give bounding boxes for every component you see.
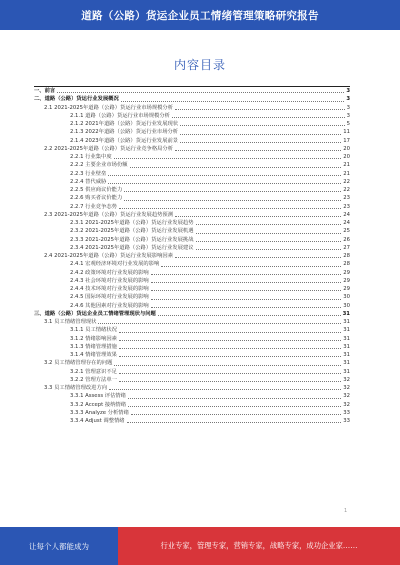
toc-dot-leader [119,332,341,333]
toc-entry-label: 2.3.3 2021-2025年道路（公路）货运行业发展挑战 [70,236,194,243]
toc-entry-label: 2.2.5 供应商议价能力 [70,187,123,193]
toc-entry-page: 32 [343,385,350,391]
toc-entry[interactable] [34,120,350,128]
toc-entry[interactable] [34,137,350,145]
toc-dot-leader [108,175,341,176]
toc-entry-page: 21 [343,162,350,169]
toc-entry[interactable] [34,310,350,318]
toc-entry[interactable] [34,401,350,409]
toc-entry-label: 3.3.1 Assess 评估情绪 [70,393,126,400]
toc-entry-label: 3.2.1 管理意识不足 [70,368,117,375]
toc-entry[interactable] [34,186,350,194]
toc-entry-label: 3.3 员工情绪管理改进方向 [44,385,108,391]
toc-entry[interactable] [34,145,350,153]
document-header-bar [0,0,400,30]
toc-dot-leader [196,241,342,242]
toc-entry[interactable] [34,285,350,293]
toc-entry-label: 二、道路（公路）货运行业发展概况 [34,96,119,103]
footer-left-text: 让每个人都能成为 [29,541,89,551]
toc-entry-page: 20 [343,154,350,160]
footer-right-text: 行业专家，管理专家，营销专家，战略专家，成功企业家…… [160,541,358,550]
toc-dot-leader [196,224,342,225]
toc-dot-leader [180,142,341,143]
toc-entry-page: 17 [343,137,350,144]
toc-dot-leader [151,307,342,308]
toc-entry[interactable] [34,318,350,326]
document-title: 道路（公路）货运企业员工情绪管理策略研究报告 [81,9,319,22]
toc-entry-page: 3 [346,96,350,103]
toc-entry[interactable] [34,211,350,219]
toc-entry-label: 2.2 2021-2025年道路（公路）货运行业竞争格局分析 [44,145,174,152]
toc-entry-page: 28 [343,261,350,268]
toc-dot-leader [180,134,341,135]
toc-entry[interactable] [34,302,350,310]
toc-entry-label: 3.1.3 情绪管理措施 [70,343,117,350]
toc-dot-leader [175,216,341,217]
toc-entry[interactable] [34,219,350,227]
toc-entry-page: 26 [343,236,350,243]
toc-dot-leader [175,109,345,110]
toc-entry-page: 3 [346,104,350,111]
toc-entry-label: 2.3.2 2021-2025年道路（公路）货运行业发展机遇 [70,228,194,235]
toc-entry[interactable] [34,112,350,120]
toc-entry-label: 3.1.1 员工情绪状况 [70,327,117,334]
toc-entry-label: 2.4.6 其他因素对行业发展的影响 [70,302,149,309]
toc-entry[interactable] [34,326,350,334]
toc-entry-page: 28 [343,253,350,259]
toc-dot-leader [127,422,342,423]
toc-dot-leader [172,117,345,118]
toc-entry[interactable] [34,95,350,103]
toc-entry-label: 3.2 员工情绪管理存在的问题 [44,360,113,367]
toc-entry[interactable] [34,236,350,244]
toc-entry-label: 2.4.1 宏观经济环境对行业发展的影响 [70,261,160,268]
toc-entry[interactable] [34,392,350,400]
toc-dot-leader [119,373,341,374]
toc-entry[interactable] [34,359,350,367]
toc-dot-leader [119,356,341,357]
toc-entry-page: 22 [343,178,350,185]
toc-entry[interactable] [34,351,350,359]
toc-dot-leader [121,101,345,102]
toc-entry-page: 32 [343,376,350,383]
toc-entry-page: 32 [343,401,350,408]
toc-entry-page: 23 [343,203,350,210]
toc-entry-label: 2.2.4 替代威胁 [70,178,107,185]
toc-dot-leader [124,200,341,201]
toc-entry-label: 2.4.2 政策环境对行业发展的影响 [70,269,149,276]
toc-dot-leader [130,167,342,168]
toc-dot-leader [57,92,344,93]
toc-entry-page: 25 [343,228,350,235]
toc-entry-label: 2.1.1 道路（公路）货运行业市场规模分析 [70,112,170,119]
toc-dot-leader [161,266,341,267]
toc-entry-page: 31 [343,352,350,358]
toc-dot-leader [158,315,341,316]
toc-dot-leader [119,348,341,349]
toc-entry[interactable] [34,417,350,425]
toc-entry-label: 三、道路（公路）货运企业员工情绪管理现状与问题 [34,310,156,317]
toc-entry-label: 2.3 2021-2025年道路（公路）货运行业发展趋势预测 [44,211,174,218]
toc-entry[interactable] [34,384,350,392]
toc-entry-label: 3.2.2 管理方法单一 [70,376,117,383]
toc-entry[interactable] [34,368,350,376]
toc-entry-label: 2.2.2 主要企业市场份额 [70,162,128,169]
toc-entry-page: 11 [343,129,350,136]
toc-dot-leader [119,340,341,341]
toc-entry[interactable] [34,194,350,202]
toc-entry-label: 3.1 员工情绪管理现状 [44,319,97,325]
toc-entry[interactable] [34,277,350,285]
toc-entry-page: 31 [342,310,350,317]
toc-entry-label: 2.2.1 行业集中度 [70,154,112,160]
toc-dot-leader [131,414,341,415]
toc-entry-label: 一、前言 [34,88,56,94]
toc-entry[interactable] [34,203,350,211]
toc-entry-page: 3 [346,88,350,94]
toc-entry-label: 3.1.4 情绪管理效果 [70,352,117,358]
toc-entry-page: 31 [343,360,350,367]
page-number: 1 [344,508,348,514]
toc-entry[interactable] [34,104,350,112]
toc-entry-page: 31 [343,319,350,325]
toc-entry-label: 2.4.3 社会环境对行业发展的影响 [70,277,149,284]
toc-entry[interactable] [34,227,350,235]
toc-dot-leader [128,406,341,407]
toc-dot-leader [196,233,342,234]
toc-entry-page: 31 [343,343,350,350]
toc-entry-label: 3.3.2 Accept 接纳情绪 [70,401,127,408]
toc-entry-label: 3.3.4 Adjust 调整情绪 [70,418,125,424]
toc-entry-page: 30 [343,302,350,309]
toc-entry-label: 2.1 2021-2025年道路（公路）货运行业市场规模分析 [44,104,174,111]
toc-entry-page: 22 [343,187,350,193]
toc-entry-page: 3 [346,112,350,119]
toc-entry-page: 27 [343,244,350,251]
toc-entry-label: 2.2.6 购买者议价能力 [70,195,123,202]
toc-entry-label: 2.3.1 2021-2025年道路（公路）货运行业发展趋势 [70,220,194,226]
toc-entry-page: 20 [343,145,350,152]
toc-entry[interactable] [34,170,350,178]
toc-dot-leader [114,158,342,159]
toc-entry-page: 30 [343,294,350,301]
toc-entry[interactable] [34,269,350,277]
toc-dot-leader [119,208,341,209]
toc-entry-page: 29 [343,286,350,292]
toc-entry[interactable] [34,335,350,343]
toc-dot-leader [119,381,341,382]
toc-dot-leader [180,125,345,126]
toc-dot-leader [98,323,341,324]
toc-entry-page: 31 [343,368,350,375]
footer-slogan-right [118,527,400,565]
toc-entry-page: 24 [343,211,350,218]
toc-entry[interactable] [34,376,350,384]
toc-entry-label: 2.4 2021-2025年道路（公路）货运行业发展影响因素 [44,253,174,259]
toc-entry-page: 33 [343,409,350,416]
toc-dot-leader [151,299,342,300]
toc-entry-label: 2.4.5 国际环境对行业发展的影响 [70,294,149,301]
toc-entry[interactable] [34,87,350,95]
toc-dot-leader [151,282,342,283]
toc-entry[interactable] [34,161,350,169]
toc-entry-label: 2.1.3 2022年道路（公路）货运行业市场分析 [70,129,179,136]
toc-dot-leader [175,150,341,151]
toc-dot-leader [196,249,342,250]
toc-dot-leader [175,257,341,258]
toc-entry-page: 5 [346,121,350,127]
toc-entry-label: 3.1.2 情绪影响因素 [70,335,117,342]
toc-entry-label: 2.1.4 2023年道路（公路）货运行业发展前景 [70,137,179,144]
toc-entry[interactable] [34,153,350,161]
toc-entry-label: 2.3.4 2021-2025年道路（公路）货运行业发展建议 [70,244,194,251]
toc-dot-leader [109,389,341,390]
toc-entry[interactable] [34,409,350,417]
toc-entry-page: 23 [343,195,350,202]
toc-entry-label: 2.2.3 行业壁垒 [70,170,107,177]
toc-entry-page: 21 [343,170,350,177]
toc-entry-page: 24 [343,220,350,226]
toc-entry-label: 2.1.2 2021年道路（公路）货运行业发展现状 [70,121,179,127]
toc-entry[interactable] [34,293,350,301]
toc-entry[interactable] [34,343,350,351]
toc-dot-leader [108,183,341,184]
toc-entry[interactable] [34,178,350,186]
toc-entry-label: 3.3.3 Analyze 分析情绪 [70,409,129,416]
toc-entry-page: 29 [343,277,350,284]
footer-slogan-left [0,527,118,565]
toc-entry-label: 2.2.7 行业竞争态势 [70,203,117,210]
toc-entry[interactable] [34,244,350,252]
toc-entry-page: 32 [343,393,350,400]
toc-dot-leader [124,191,341,192]
table-of-contents [34,86,350,425]
toc-dot-leader [114,365,341,366]
toc-entry-label: 2.4.4 技术环境对行业发展的影响 [70,286,149,292]
toc-entry[interactable] [34,252,350,260]
toc-dot-leader [128,398,341,399]
toc-entry-page: 29 [343,269,350,276]
toc-entry-page: 31 [343,327,350,334]
toc-entry[interactable] [34,128,350,136]
toc-dot-leader [151,290,342,291]
toc-dot-leader [151,274,342,275]
toc-entry[interactable] [34,260,350,268]
toc-entry-page: 33 [343,418,350,424]
toc-entry-page: 31 [343,335,350,342]
toc-heading: 内容目录 [173,58,226,72]
